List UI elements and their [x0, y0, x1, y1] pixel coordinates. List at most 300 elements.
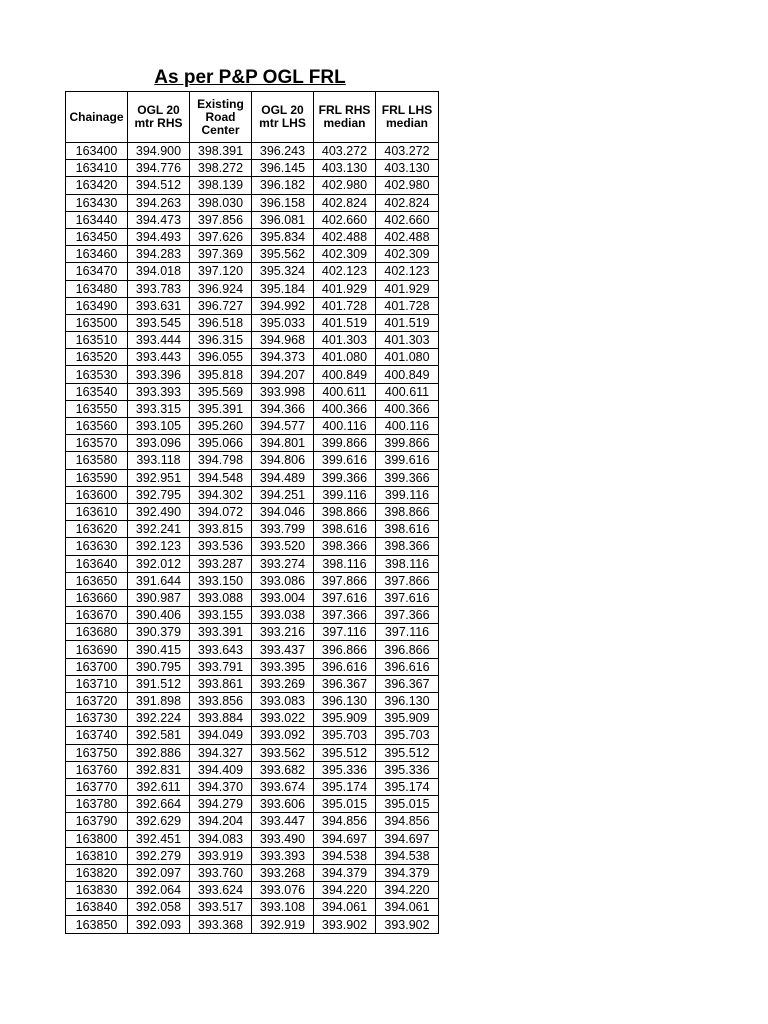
chainage-cell: 163500 — [66, 314, 128, 331]
road-center-cell: 396.315 — [190, 332, 252, 349]
chainage-cell: 163400 — [66, 143, 128, 160]
frl-rhs-cell: 398.616 — [314, 521, 376, 538]
ogl-rhs-cell: 392.224 — [128, 710, 190, 727]
frl-rhs-cell: 394.538 — [314, 847, 376, 864]
chainage-cell: 163820 — [66, 864, 128, 881]
table-row — [66, 624, 439, 641]
frl-lhs-cell: 394.379 — [376, 864, 439, 881]
ogl-lhs-cell: 393.490 — [252, 830, 314, 847]
chainage-cell: 163410 — [66, 160, 128, 177]
frl-lhs-cell: 394.697 — [376, 830, 439, 847]
frl-lhs-cell: 395.909 — [376, 710, 439, 727]
ogl-rhs-cell: 393.631 — [128, 297, 190, 314]
frl-lhs-cell: 399.366 — [376, 469, 439, 486]
chainage-cell: 163830 — [66, 882, 128, 899]
road-center-cell: 394.548 — [190, 469, 252, 486]
road-center-cell: 393.919 — [190, 847, 252, 864]
ogl-rhs-cell: 391.512 — [128, 675, 190, 692]
frl-rhs-cell: 402.824 — [314, 194, 376, 211]
ogl-rhs-cell: 392.451 — [128, 830, 190, 847]
ogl-rhs-cell: 393.315 — [128, 400, 190, 417]
frl-lhs-cell: 394.220 — [376, 882, 439, 899]
ogl-rhs-cell: 393.105 — [128, 418, 190, 435]
ogl-lhs-cell: 394.046 — [252, 503, 314, 520]
column-header-road-center: Existing Road Center — [190, 92, 252, 143]
table-row — [66, 882, 439, 899]
column-header-ogl-lhs: OGL 20 mtr LHS — [252, 92, 314, 143]
frl-lhs-cell: 394.061 — [376, 899, 439, 916]
table-row — [66, 211, 439, 228]
chainage-cell: 163630 — [66, 538, 128, 555]
road-center-cell: 395.569 — [190, 383, 252, 400]
frl-rhs-cell: 396.866 — [314, 641, 376, 658]
ogl-rhs-cell: 393.396 — [128, 366, 190, 383]
chainage-cell: 163650 — [66, 572, 128, 589]
frl-lhs-cell: 402.123 — [376, 263, 439, 280]
road-center-cell: 398.139 — [190, 177, 252, 194]
road-center-cell: 393.517 — [190, 899, 252, 916]
table-row — [66, 641, 439, 658]
table-body — [66, 143, 439, 934]
chainage-cell: 163760 — [66, 761, 128, 778]
road-center-cell: 396.727 — [190, 297, 252, 314]
chainage-cell: 163430 — [66, 194, 128, 211]
ogl-rhs-cell: 392.886 — [128, 744, 190, 761]
ogl-lhs-cell: 395.834 — [252, 228, 314, 245]
frl-rhs-cell: 402.980 — [314, 177, 376, 194]
table-row — [66, 486, 439, 503]
chainage-cell: 163720 — [66, 693, 128, 710]
road-center-cell: 397.120 — [190, 263, 252, 280]
table-row — [66, 452, 439, 469]
ogl-lhs-cell: 396.158 — [252, 194, 314, 211]
table-row — [66, 744, 439, 761]
table-row — [66, 297, 439, 314]
frl-lhs-cell: 403.272 — [376, 143, 439, 160]
ogl-lhs-cell: 393.108 — [252, 899, 314, 916]
frl-rhs-cell: 398.116 — [314, 555, 376, 572]
column-header-ogl-rhs: OGL 20 mtr RHS — [128, 92, 190, 143]
frl-rhs-cell: 396.367 — [314, 675, 376, 692]
road-center-cell: 398.030 — [190, 194, 252, 211]
ogl-rhs-cell: 394.776 — [128, 160, 190, 177]
frl-rhs-cell: 396.616 — [314, 658, 376, 675]
column-header-chainage: Chainage — [66, 92, 128, 143]
road-center-cell: 393.150 — [190, 572, 252, 589]
ogl-lhs-cell: 395.184 — [252, 280, 314, 297]
table-row — [66, 194, 439, 211]
table-row — [66, 160, 439, 177]
frl-rhs-cell: 397.866 — [314, 572, 376, 589]
road-center-cell: 393.368 — [190, 916, 252, 933]
ogl-rhs-cell: 392.831 — [128, 761, 190, 778]
ogl-lhs-cell: 393.674 — [252, 778, 314, 795]
frl-rhs-cell: 399.116 — [314, 486, 376, 503]
chainage-cell: 163770 — [66, 778, 128, 795]
frl-rhs-cell: 394.697 — [314, 830, 376, 847]
chainage-cell: 163710 — [66, 675, 128, 692]
chainage-cell: 163690 — [66, 641, 128, 658]
table-row — [66, 521, 439, 538]
ogl-rhs-cell: 393.443 — [128, 349, 190, 366]
ogl-rhs-cell: 393.096 — [128, 435, 190, 452]
chainage-cell: 163740 — [66, 727, 128, 744]
ogl-lhs-cell: 393.038 — [252, 607, 314, 624]
chainage-cell: 163600 — [66, 486, 128, 503]
road-center-cell: 393.287 — [190, 555, 252, 572]
frl-rhs-cell: 397.616 — [314, 589, 376, 606]
frl-lhs-cell: 395.703 — [376, 727, 439, 744]
table-row — [66, 607, 439, 624]
table-row — [66, 263, 439, 280]
frl-lhs-cell: 400.849 — [376, 366, 439, 383]
table-row — [66, 538, 439, 555]
road-center-cell: 394.798 — [190, 452, 252, 469]
chainage-cell: 163540 — [66, 383, 128, 400]
ogl-lhs-cell: 392.919 — [252, 916, 314, 933]
frl-rhs-cell: 397.366 — [314, 607, 376, 624]
chainage-cell: 163440 — [66, 211, 128, 228]
ogl-lhs-cell: 393.682 — [252, 761, 314, 778]
road-center-cell: 393.643 — [190, 641, 252, 658]
frl-rhs-cell: 401.303 — [314, 332, 376, 349]
road-center-cell: 394.302 — [190, 486, 252, 503]
frl-lhs-cell: 398.116 — [376, 555, 439, 572]
ogl-lhs-cell: 394.968 — [252, 332, 314, 349]
frl-rhs-cell: 400.611 — [314, 383, 376, 400]
road-center-cell: 394.370 — [190, 778, 252, 795]
table-row — [66, 246, 439, 263]
table-row — [66, 693, 439, 710]
ogl-lhs-cell: 393.268 — [252, 864, 314, 881]
ogl-rhs-cell: 392.611 — [128, 778, 190, 795]
frl-rhs-cell: 398.866 — [314, 503, 376, 520]
frl-lhs-cell: 395.174 — [376, 778, 439, 795]
ogl-rhs-cell: 392.058 — [128, 899, 190, 916]
table-row — [66, 727, 439, 744]
frl-rhs-cell: 401.728 — [314, 297, 376, 314]
ogl-rhs-cell: 393.393 — [128, 383, 190, 400]
ogl-lhs-cell: 394.366 — [252, 400, 314, 417]
ogl-lhs-cell: 393.606 — [252, 796, 314, 813]
table-row — [66, 435, 439, 452]
ogl-lhs-cell: 394.251 — [252, 486, 314, 503]
frl-lhs-cell: 399.616 — [376, 452, 439, 469]
ogl-rhs-cell: 393.118 — [128, 452, 190, 469]
chainage-cell: 163850 — [66, 916, 128, 933]
ogl-lhs-cell: 393.086 — [252, 572, 314, 589]
ogl-lhs-cell: 393.092 — [252, 727, 314, 744]
frl-rhs-cell: 403.272 — [314, 143, 376, 160]
ogl-lhs-cell: 394.373 — [252, 349, 314, 366]
road-center-cell: 393.856 — [190, 693, 252, 710]
road-center-cell: 394.072 — [190, 503, 252, 520]
frl-lhs-cell: 402.980 — [376, 177, 439, 194]
frl-lhs-cell: 403.130 — [376, 160, 439, 177]
road-center-cell: 393.391 — [190, 624, 252, 641]
frl-rhs-cell: 401.929 — [314, 280, 376, 297]
chainage-cell: 163840 — [66, 899, 128, 916]
chainage-cell: 163570 — [66, 435, 128, 452]
frl-lhs-cell: 400.366 — [376, 400, 439, 417]
sheet-title: As per P&P OGL FRL — [154, 67, 346, 88]
frl-rhs-cell: 401.519 — [314, 314, 376, 331]
ogl-lhs-cell: 393.022 — [252, 710, 314, 727]
ogl-rhs-cell: 392.581 — [128, 727, 190, 744]
table-row — [66, 710, 439, 727]
ogl-rhs-cell: 393.444 — [128, 332, 190, 349]
chainage-cell: 163450 — [66, 228, 128, 245]
ogl-rhs-cell: 394.512 — [128, 177, 190, 194]
ogl-lhs-cell: 395.033 — [252, 314, 314, 331]
frl-rhs-cell: 402.123 — [314, 263, 376, 280]
frl-lhs-cell: 402.488 — [376, 228, 439, 245]
ogl-rhs-cell: 392.490 — [128, 503, 190, 520]
road-center-cell: 393.884 — [190, 710, 252, 727]
ogl-rhs-cell: 394.900 — [128, 143, 190, 160]
road-center-cell: 397.369 — [190, 246, 252, 263]
ogl-rhs-cell: 391.898 — [128, 693, 190, 710]
chainage-cell: 163660 — [66, 589, 128, 606]
frl-rhs-cell: 395.512 — [314, 744, 376, 761]
ogl-lhs-cell: 396.243 — [252, 143, 314, 160]
road-center-cell: 394.049 — [190, 727, 252, 744]
road-center-cell: 393.815 — [190, 521, 252, 538]
frl-lhs-cell: 401.929 — [376, 280, 439, 297]
ogl-rhs-cell: 392.951 — [128, 469, 190, 486]
road-center-cell: 396.055 — [190, 349, 252, 366]
frl-lhs-cell: 394.856 — [376, 813, 439, 830]
frl-lhs-cell: 401.519 — [376, 314, 439, 331]
ogl-lhs-cell: 395.324 — [252, 263, 314, 280]
frl-rhs-cell: 393.902 — [314, 916, 376, 933]
table-row — [66, 366, 439, 383]
chainage-cell: 163460 — [66, 246, 128, 263]
road-center-cell: 396.518 — [190, 314, 252, 331]
table-row — [66, 349, 439, 366]
frl-rhs-cell: 394.220 — [314, 882, 376, 899]
table-row — [66, 675, 439, 692]
table-row — [66, 280, 439, 297]
table-row — [66, 864, 439, 881]
road-center-cell: 393.624 — [190, 882, 252, 899]
road-center-cell: 397.626 — [190, 228, 252, 245]
road-center-cell: 393.155 — [190, 607, 252, 624]
frl-rhs-cell: 394.061 — [314, 899, 376, 916]
frl-lhs-cell: 396.367 — [376, 675, 439, 692]
frl-lhs-cell: 394.538 — [376, 847, 439, 864]
table-row — [66, 383, 439, 400]
frl-lhs-cell: 401.080 — [376, 349, 439, 366]
ogl-lhs-cell: 393.083 — [252, 693, 314, 710]
road-center-cell: 394.279 — [190, 796, 252, 813]
chainage-cell: 163700 — [66, 658, 128, 675]
header-row — [66, 92, 439, 143]
ogl-lhs-cell: 393.216 — [252, 624, 314, 641]
frl-rhs-cell: 401.080 — [314, 349, 376, 366]
ogl-rhs-cell: 390.987 — [128, 589, 190, 606]
ogl-rhs-cell: 392.123 — [128, 538, 190, 555]
chainage-cell: 163730 — [66, 710, 128, 727]
ogl-lhs-cell: 394.207 — [252, 366, 314, 383]
table-row — [66, 332, 439, 349]
chainage-cell: 163520 — [66, 349, 128, 366]
ogl-lhs-cell: 393.004 — [252, 589, 314, 606]
chainage-cell: 163640 — [66, 555, 128, 572]
road-center-cell: 394.204 — [190, 813, 252, 830]
road-center-cell: 393.861 — [190, 675, 252, 692]
ogl-lhs-cell: 393.520 — [252, 538, 314, 555]
frl-rhs-cell: 395.703 — [314, 727, 376, 744]
chainage-cell: 163750 — [66, 744, 128, 761]
frl-lhs-cell: 402.824 — [376, 194, 439, 211]
frl-lhs-cell: 395.512 — [376, 744, 439, 761]
frl-lhs-cell: 401.728 — [376, 297, 439, 314]
column-header-frl-rhs: FRL RHS median — [314, 92, 376, 143]
ogl-rhs-cell: 391.644 — [128, 572, 190, 589]
frl-rhs-cell: 399.366 — [314, 469, 376, 486]
ogl-lhs-cell: 396.145 — [252, 160, 314, 177]
ogl-rhs-cell: 394.473 — [128, 211, 190, 228]
ogl-lhs-cell: 393.437 — [252, 641, 314, 658]
ogl-rhs-cell: 392.664 — [128, 796, 190, 813]
chainage-cell: 163670 — [66, 607, 128, 624]
frl-rhs-cell: 400.366 — [314, 400, 376, 417]
ogl-lhs-cell: 394.992 — [252, 297, 314, 314]
chainage-cell: 163470 — [66, 263, 128, 280]
ogl-lhs-cell: 393.447 — [252, 813, 314, 830]
frl-rhs-cell: 396.130 — [314, 693, 376, 710]
ogl-rhs-cell: 392.064 — [128, 882, 190, 899]
chainage-cell: 163810 — [66, 847, 128, 864]
frl-lhs-cell: 400.611 — [376, 383, 439, 400]
table-row — [66, 177, 439, 194]
road-center-cell: 396.924 — [190, 280, 252, 297]
frl-lhs-cell: 400.116 — [376, 418, 439, 435]
ogl-lhs-cell: 394.577 — [252, 418, 314, 435]
chainage-cell: 163560 — [66, 418, 128, 435]
ogl-lhs-cell: 393.799 — [252, 521, 314, 538]
chainage-cell: 163580 — [66, 452, 128, 469]
road-center-cell: 394.409 — [190, 761, 252, 778]
road-center-cell: 395.260 — [190, 418, 252, 435]
ogl-rhs-cell: 390.795 — [128, 658, 190, 675]
road-center-cell: 394.327 — [190, 744, 252, 761]
table-row — [66, 469, 439, 486]
ogl-rhs-cell: 393.545 — [128, 314, 190, 331]
levels-table — [65, 91, 439, 934]
frl-lhs-cell: 398.366 — [376, 538, 439, 555]
frl-lhs-cell: 397.116 — [376, 624, 439, 641]
frl-lhs-cell: 393.902 — [376, 916, 439, 933]
table-row — [66, 400, 439, 417]
table-row — [66, 830, 439, 847]
ogl-rhs-cell: 390.379 — [128, 624, 190, 641]
frl-rhs-cell: 397.116 — [314, 624, 376, 641]
frl-lhs-cell: 398.866 — [376, 503, 439, 520]
chainage-cell: 163480 — [66, 280, 128, 297]
frl-rhs-cell: 403.130 — [314, 160, 376, 177]
frl-lhs-cell: 397.616 — [376, 589, 439, 606]
road-center-cell: 393.791 — [190, 658, 252, 675]
frl-lhs-cell: 395.336 — [376, 761, 439, 778]
table-row — [66, 916, 439, 933]
frl-lhs-cell: 401.303 — [376, 332, 439, 349]
frl-lhs-cell: 399.116 — [376, 486, 439, 503]
column-header-frl-lhs: FRL LHS median — [376, 92, 439, 143]
road-center-cell: 397.856 — [190, 211, 252, 228]
frl-rhs-cell: 402.488 — [314, 228, 376, 245]
ogl-lhs-cell: 394.801 — [252, 435, 314, 452]
table-row — [66, 589, 439, 606]
road-center-cell: 393.536 — [190, 538, 252, 555]
chainage-cell: 163610 — [66, 503, 128, 520]
frl-rhs-cell: 395.015 — [314, 796, 376, 813]
ogl-rhs-cell: 392.012 — [128, 555, 190, 572]
frl-lhs-cell: 395.015 — [376, 796, 439, 813]
frl-rhs-cell: 395.336 — [314, 761, 376, 778]
ogl-lhs-cell: 393.393 — [252, 847, 314, 864]
ogl-rhs-cell: 392.093 — [128, 916, 190, 933]
table-row — [66, 899, 439, 916]
ogl-lhs-cell: 396.182 — [252, 177, 314, 194]
frl-rhs-cell: 398.366 — [314, 538, 376, 555]
frl-rhs-cell: 400.116 — [314, 418, 376, 435]
ogl-rhs-cell: 390.406 — [128, 607, 190, 624]
table-row — [66, 418, 439, 435]
frl-rhs-cell: 399.616 — [314, 452, 376, 469]
frl-lhs-cell: 397.866 — [376, 572, 439, 589]
road-center-cell: 395.818 — [190, 366, 252, 383]
frl-lhs-cell: 396.130 — [376, 693, 439, 710]
table-row — [66, 847, 439, 864]
frl-lhs-cell: 396.616 — [376, 658, 439, 675]
frl-lhs-cell: 398.616 — [376, 521, 439, 538]
ogl-lhs-cell: 393.998 — [252, 383, 314, 400]
chainage-cell: 163550 — [66, 400, 128, 417]
road-center-cell: 394.083 — [190, 830, 252, 847]
road-center-cell: 395.066 — [190, 435, 252, 452]
chainage-cell: 163620 — [66, 521, 128, 538]
ogl-rhs-cell: 392.241 — [128, 521, 190, 538]
ogl-rhs-cell: 392.279 — [128, 847, 190, 864]
ogl-rhs-cell: 392.795 — [128, 486, 190, 503]
chainage-cell: 163420 — [66, 177, 128, 194]
ogl-lhs-cell: 395.562 — [252, 246, 314, 263]
chainage-cell: 163790 — [66, 813, 128, 830]
frl-rhs-cell: 402.309 — [314, 246, 376, 263]
ogl-lhs-cell: 393.269 — [252, 675, 314, 692]
table-row — [66, 796, 439, 813]
frl-lhs-cell: 402.660 — [376, 211, 439, 228]
frl-lhs-cell: 397.366 — [376, 607, 439, 624]
frl-rhs-cell: 395.909 — [314, 710, 376, 727]
frl-rhs-cell: 394.379 — [314, 864, 376, 881]
ogl-rhs-cell: 394.263 — [128, 194, 190, 211]
ogl-lhs-cell: 396.081 — [252, 211, 314, 228]
table-row — [66, 778, 439, 795]
road-center-cell: 398.272 — [190, 160, 252, 177]
ogl-rhs-cell: 394.018 — [128, 263, 190, 280]
frl-lhs-cell: 402.309 — [376, 246, 439, 263]
ogl-lhs-cell: 393.395 — [252, 658, 314, 675]
ogl-lhs-cell: 393.076 — [252, 882, 314, 899]
road-center-cell: 393.760 — [190, 864, 252, 881]
chainage-cell: 163800 — [66, 830, 128, 847]
road-center-cell: 398.391 — [190, 143, 252, 160]
chainage-cell: 163510 — [66, 332, 128, 349]
chainage-cell: 163680 — [66, 624, 128, 641]
